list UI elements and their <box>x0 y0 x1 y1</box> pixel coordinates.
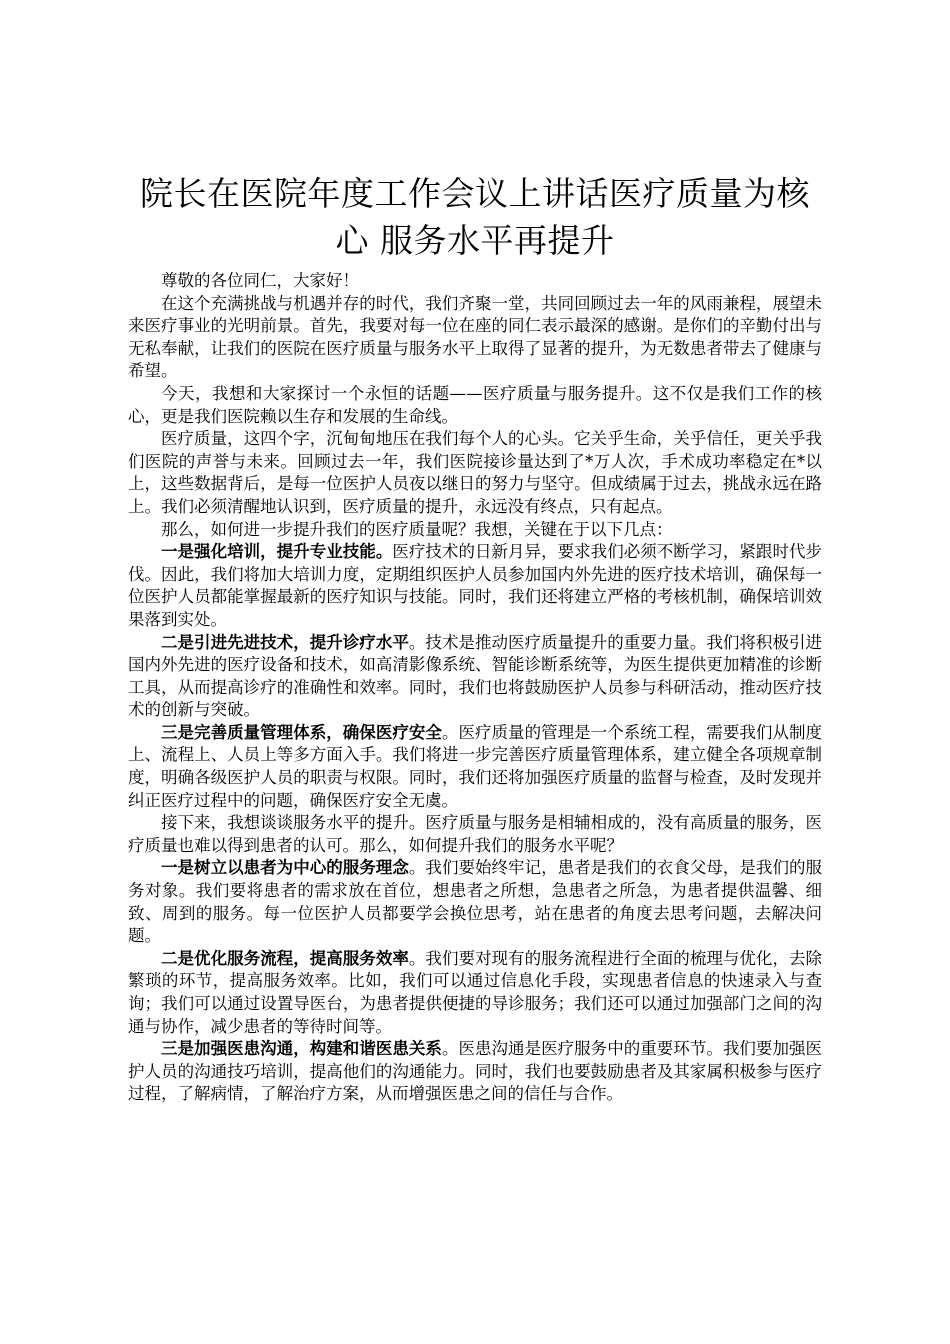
paragraph-text: 尊敬的各位同仁，大家好！ <box>161 271 359 290</box>
paragraph-patient-centered <box>128 857 822 947</box>
paragraph-quality <box>128 428 822 518</box>
paragraph-quality-system <box>128 722 822 812</box>
paragraph-communication <box>128 1038 822 1106</box>
document-page <box>128 170 822 1106</box>
paragraph-training <box>128 541 822 631</box>
paragraph-text: 在这个充满挑战与机遇并存的时代，我们齐聚一堂，共同回顾过去一年的风雨兼程，展望未来医疗事业的光明前景。首先，我要对每一位在座的同仁表示最深的感谢。是你们的辛勤付出与无私奉献，让我们的医院在医疗质量与服务水平上取得了显著的提升，为无数患者带去了健康与希望。 <box>128 293 822 381</box>
paragraph-topic <box>128 383 822 428</box>
paragraph-opening <box>128 293 822 383</box>
paragraph-text: 。技术是推动医疗质量提升的重要力量。我们将积极引进国内外先进的医疗设备和技术，如高清影像系统、智能诊断系统等，为医生提供更加精准的诊断工具，从而提高诊疗的准确性和效率。同时，我们也将鼓励医护人员参与科研活动，推动医疗技术的创新与突破。 <box>128 632 823 720</box>
paragraph-lead: 三是完善质量管理体系，确保医疗安全 <box>161 722 442 742</box>
paragraph-text: 今天，我想和大家探讨一个永恒的话题——医疗质量与服务提升。这不仅是我们工作的核心，更是我们医院赖以生存和发展的生命线。 <box>128 383 822 426</box>
paragraph-service-process <box>128 948 822 1038</box>
paragraph-text: 。我们要对现有的服务流程进行全面的梳理与优化，去除繁琐的环节，提高服务效率。比如，我们可以通过信息化手段，实现患者信息的快速录入与查询；我们可以通过设置导医台，为患者提供便捷的导诊服务；我们还可以通过加强部门之间的沟通与协作，减少患者的等待时间等。 <box>128 948 823 1036</box>
paragraph-text: 。医疗质量的管理是一个系统工程，需要我们从制度上、流程上、人员上等多方面入手。我们将进一步完善医疗质量管理体系，建立健全各项规章制度，明确各级医护人员的职责与权限。同时，我们还将加强医疗质量的监督与检查，及时发现并纠正医疗过程中的问题，确保医疗安全无虞。 <box>128 722 823 810</box>
paragraph-text: 那么，如何进一步提升我们的医疗质量呢？我想，关键在于以下几点： <box>161 519 673 539</box>
paragraph-greeting <box>128 270 822 293</box>
paragraph-text: 。医患沟通是医疗服务中的重要环节。我们要加强医护人员的沟通技巧培训，提高他们的沟通能力。同时，我们也要鼓励患者及其家属积极参与医疗过程，了解病情，了解治疗方案，从而增强医患之间的信任与合作。 <box>128 1039 823 1104</box>
paragraph-text: 医疗质量，这四个字，沉甸甸地压在我们每个人的心头。它关乎生命，关乎信任，更关乎我们医院的声誉与未来。回顾过去一年，我们医院接诊量达到了*万人次，手术成功率稳定在*以上，这些数据背后，是每一位医护人员夜以继日的努力与坚守。但成绩属于过去，挑战永远在路上。我们必须清醒地认识到，医疗质量的提升，永远没有终点，只有起点。 <box>128 429 822 516</box>
paragraph-text: 接下来，我想谈谈服务水平的提升。医疗质量与服务是相辅相成的，没有高质量的服务，医疗质量也难以得到患者的认可。那么，如何提升我们的服务水平呢？ <box>128 813 822 855</box>
paragraph-lead: 二是优化服务流程，提高服务效率 <box>161 948 409 968</box>
paragraph-text: 。我们要始终牢记，患者是我们的衣食父母，是我们的服务对象。我们要将患者的需求放在首位，想患者之所想，急患者之所急，为患者提供温馨、细致、周到的服务。每一位医护人员都要学会换位思考，站在患者的角度去思考问题，去解决问题。 <box>128 858 823 946</box>
paragraph-text: 医疗技术的日新月异，要求我们必须不断学习，紧跟时代步伐。因此，我们将加大培训力度，定期组织医护人员参加国内外先进的医疗技术培训，确保每一位医护人员都能掌握最新的医疗知识与技能。同时，我们还将建立严格的考核机制，确保培训效果落到实处。 <box>128 542 823 629</box>
paragraph-service-intro <box>128 812 822 857</box>
paragraph-how-quality <box>128 519 822 542</box>
document-title: 院长在医院年度工作会议上讲话医疗质量为核心 服务水平再提升 <box>140 174 810 260</box>
paragraph-lead: 一是强化培训，提升专业技能。 <box>161 542 393 562</box>
paragraph-lead: 二是引进先进技术，提升诊疗水平 <box>161 632 409 652</box>
paragraph-lead: 一是树立以患者为中心的服务理念 <box>161 858 409 878</box>
paragraph-technology <box>128 632 822 722</box>
paragraph-lead: 三是加强医患沟通，构建和谐医患关系 <box>161 1039 442 1059</box>
